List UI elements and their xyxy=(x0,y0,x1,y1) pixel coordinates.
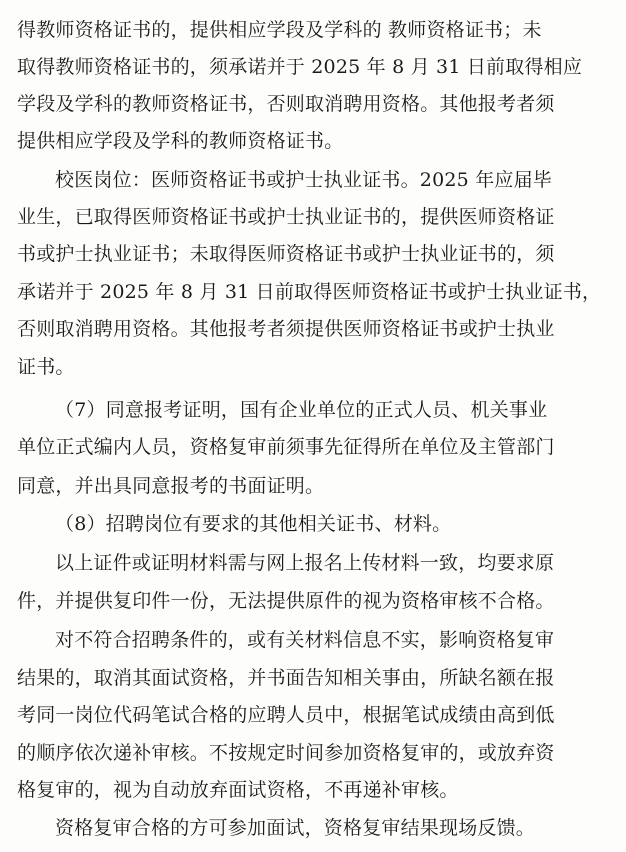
text-line-21: 格复审的，视为自动放弃面试资格，不再递补审核。 xyxy=(17,779,459,801)
text-line-7: 书或护士执业证书；未取得医师资格证书或护士执业证书的，须 xyxy=(17,243,555,265)
text-line-9: 否则取消聘用资格。其他报考者须提供医师资格证书或护士执业 xyxy=(17,318,555,340)
text-line-18: 结果的，取消其面试资格，并书面告知相关事由，所缺名额在报 xyxy=(17,667,555,689)
text-line-2: 取得教师资格证书的，须承诺并于 2025 年 8 月 31 日前取得相应 xyxy=(17,56,583,78)
text-line-15: 以上证件或证明材料需与网上报名上传材料一致，均要求原 xyxy=(55,552,555,574)
text-line-11: （7）同意报考证明，国有企业单位的正式人员、机关事业 xyxy=(55,399,548,421)
text-line-1: 得教师资格证书的，提供相应学段及学科的 教师资格证书；未 xyxy=(17,19,542,41)
text-line-14: （8）招聘岗位有要求的其他相关证书、材料。 xyxy=(55,513,452,535)
text-line-17: 对不符合招聘条件的，或有关材料信息不实，影响资格复审 xyxy=(55,629,555,651)
text-line-16: 件，并提供复印件一份，无法提供原件的视为资格审核不合格。 xyxy=(17,590,555,612)
text-line-5: 校医岗位：医师资格证书或护士执业证书。2025 年应届毕 xyxy=(55,169,552,191)
text-line-8: 承诺并于 2025 年 8 月 31 日前取得医师资格证书或护士执业证书， xyxy=(17,281,602,303)
text-line-6: 业生，已取得医师资格证书或护士执业证书的，提供医师资格证 xyxy=(17,206,555,228)
text-line-20: 的顺序依次递补审核。不按规定时间参加资格复审的，或放弃资 xyxy=(17,742,555,764)
text-line-10: 证书。 xyxy=(17,356,75,378)
text-line-3: 学段及学科的教师资格证书，否则取消聘用资格。其他报考者须 xyxy=(17,93,555,115)
text-line-19: 考同一岗位代码笔试合格的应聘人员中，根据笔试成绩由高到低 xyxy=(17,704,555,726)
text-line-12: 单位正式编内人员，资格复审前须事先征得所在单位及主管部门 xyxy=(17,436,555,458)
text-line-4: 提供相应学段及学科的教师资格证书。 xyxy=(17,130,344,152)
text-line-13: 同意，并出具同意报考的书面证明。 xyxy=(17,475,325,497)
text-line-22: 资格复审合格的方可参加面试，资格复审结果现场反馈。 xyxy=(55,817,536,839)
